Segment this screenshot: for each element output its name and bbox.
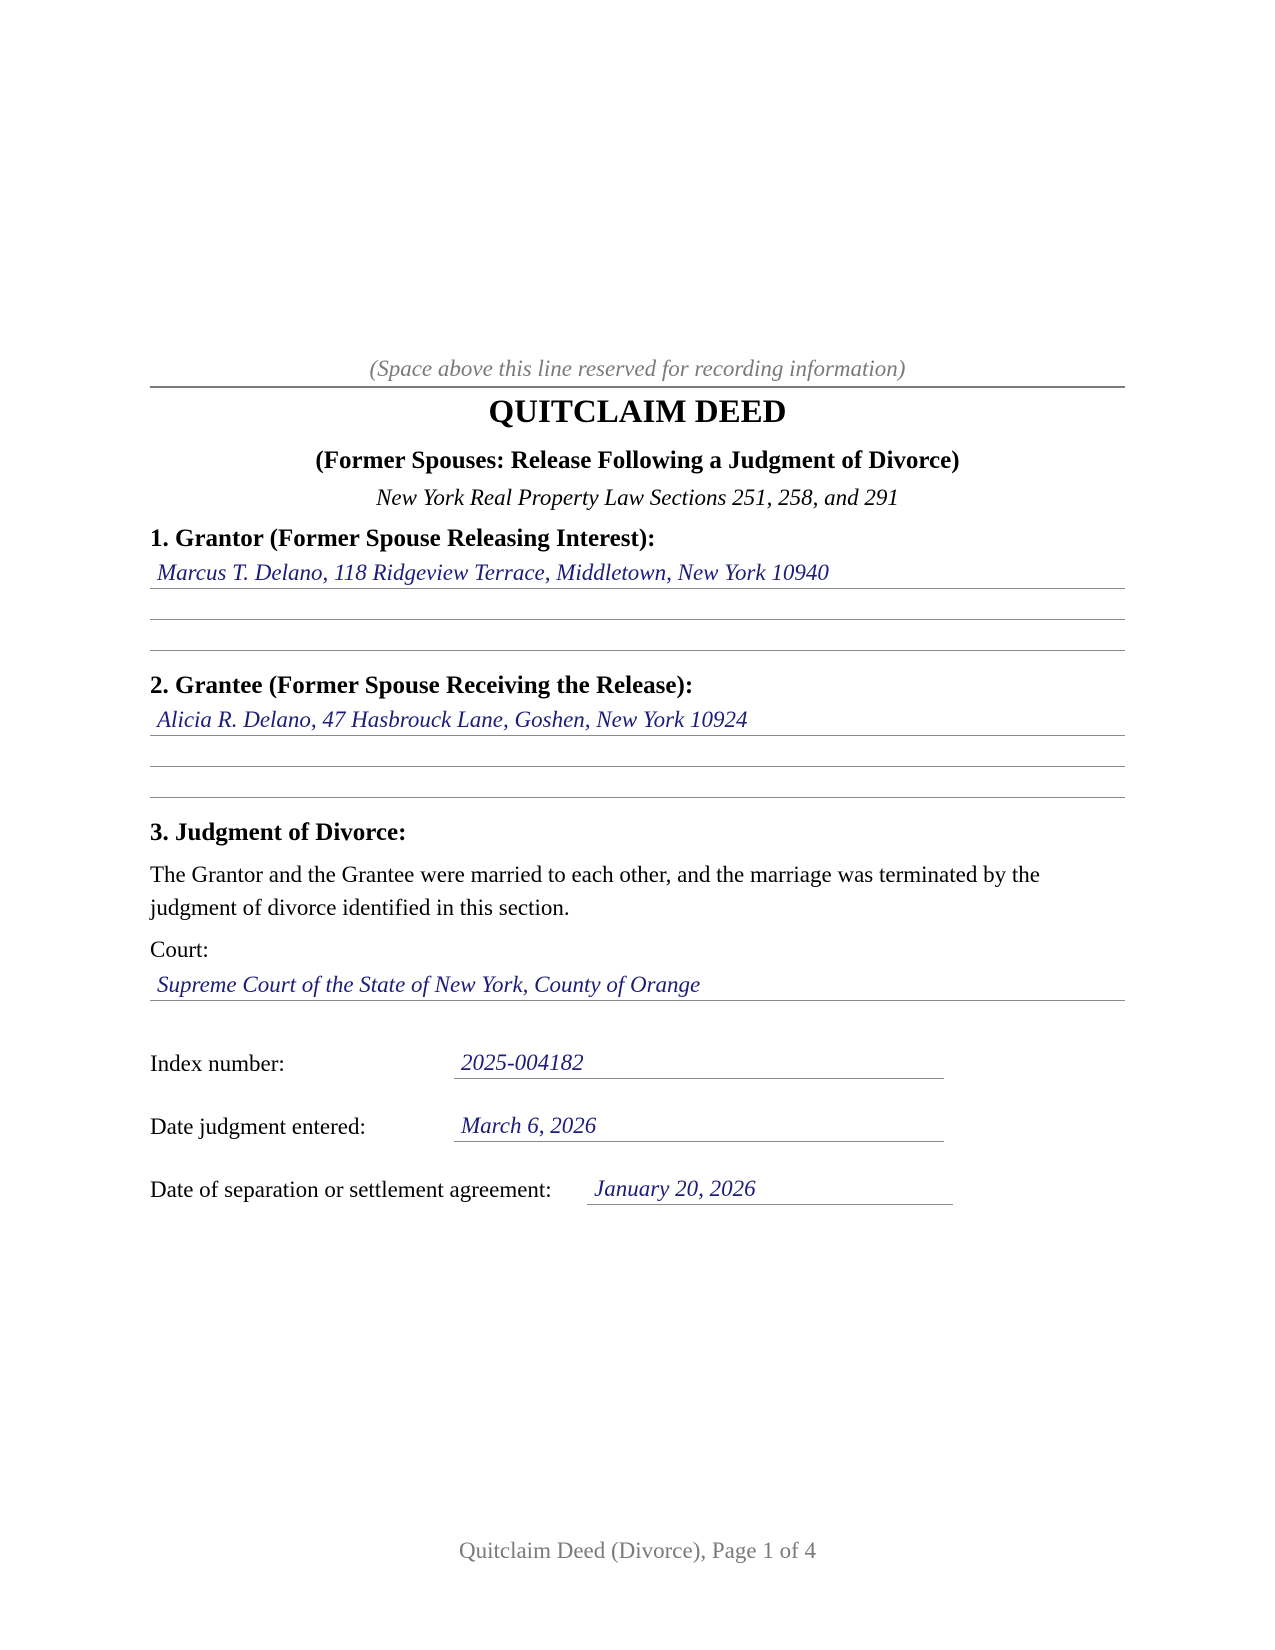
separation-date-field[interactable] — [587, 1174, 953, 1205]
recording-divider — [150, 386, 1125, 388]
date-entered-label: Date judgment entered: — [150, 1114, 366, 1139]
document-title: QUITCLAIM DEED — [488, 394, 787, 430]
grantor-field[interactable] — [150, 558, 1125, 589]
grantor-blank-line[interactable] — [150, 589, 1125, 620]
grantee-field[interactable] — [150, 705, 1125, 736]
judgment-paragraph: The Grantor and the Grantee were married to each other, and the marriage was terminated by the judgment of divorce identified in this section. — [150, 862, 1040, 920]
grantee-blank-line[interactable] — [150, 736, 1125, 767]
index-number-label: Index number: — [150, 1051, 285, 1076]
statute-reference: New York Real Property Law Sections 251, 258, and 291 — [376, 485, 899, 510]
separation-date-value: January 20, 2026 — [594, 1176, 756, 1201]
separation-date-label: Date of separation or settlement agreement: — [150, 1177, 552, 1202]
judgment-heading: 3. Judgment of Divorce: — [150, 819, 407, 846]
court-value: Supreme Court of the State of New York, County of Orange — [157, 972, 701, 997]
document-subtitle: (Former Spouses: Release Following a Judgment of Divorce) — [315, 447, 960, 474]
page-footer: Quitclaim Deed (Divorce), Page 1 of 4 — [458, 1538, 817, 1563]
grantee-heading: 2. Grantee (Former Spouse Receiving the Release): — [150, 672, 694, 699]
index-number-field[interactable] — [454, 1048, 944, 1079]
recording-note: (Space above this line reserved for recording information) — [369, 356, 906, 381]
date-entered-value: March 6, 2026 — [461, 1113, 597, 1138]
index-number-value: 2025-004182 — [461, 1050, 584, 1075]
court-field[interactable] — [150, 970, 1125, 1001]
grantor-value: Marcus T. Delano, 118 Ridgeview Terrace, Middletown, New York 10940 — [157, 560, 829, 585]
court-label: Court: — [150, 937, 209, 962]
grantor-heading: 1. Grantor (Former Spouse Releasing Interest): — [150, 525, 656, 552]
grantee-blank-line[interactable] — [150, 767, 1125, 798]
date-entered-field[interactable] — [454, 1111, 944, 1142]
grantee-value: Alicia R. Delano, 47 Hasbrouck Lane, Goshen, New York 10924 — [157, 707, 748, 732]
grantor-blank-line[interactable] — [150, 620, 1125, 651]
